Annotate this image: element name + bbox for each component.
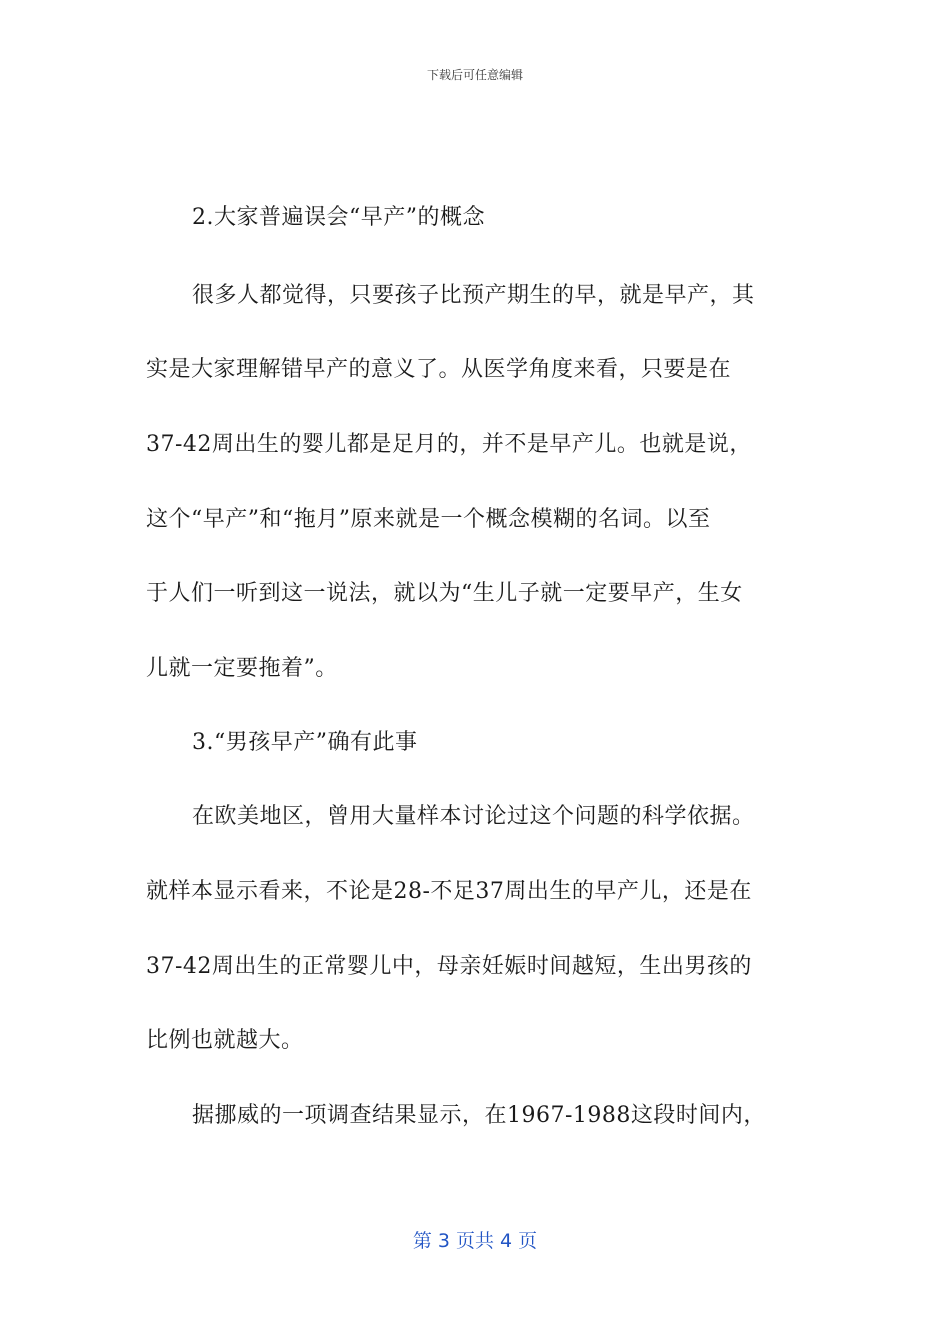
page-header: 下载后可任意编辑 xyxy=(426,68,523,82)
paragraph-line: 在欧美地区，曾用大量样本讨论过这个问题的科学依据。 xyxy=(192,804,755,829)
paragraph-line: 这个“早产”和“拖月”原来就是一个概念模糊的名词。以至 xyxy=(146,507,711,532)
paragraph-line: 37-42周出生的婴儿都是足月的，并不是早产儿。也就是说， xyxy=(146,432,752,457)
page-footer xyxy=(0,1226,950,1253)
page-number: 第 3 页共 4 页 xyxy=(412,1230,538,1252)
section-heading-2: 2.大家普遍误会“早产”的概念 xyxy=(192,205,485,230)
paragraph-line: 儿就一定要拖着”。 xyxy=(146,656,338,681)
section-heading-3: 3.“男孩早产”确有此事 xyxy=(192,730,418,755)
paragraph-line: 于人们一听到这一说法，就以为“生儿子就一定要早产，生女 xyxy=(146,581,743,606)
paragraph-line: 据挪威的一项调查结果显示，在1967-1988这段时间内， xyxy=(192,1103,766,1128)
paragraph-line: 比例也就越大。 xyxy=(146,1028,304,1053)
paragraph-line: 很多人都觉得，只要孩子比预产期生的早，就是早产，其 xyxy=(192,283,755,308)
paragraph-line: 实是大家理解错早产的意义了。从医学角度来看，只要是在 xyxy=(146,357,732,382)
paragraph-line: 37-42周出生的正常婴儿中，母亲妊娠时间越短，生出男孩的 xyxy=(146,954,752,979)
paragraph-line: 就样本显示看来，不论是28-不足37周出生的早产儿，还是在 xyxy=(146,879,752,904)
